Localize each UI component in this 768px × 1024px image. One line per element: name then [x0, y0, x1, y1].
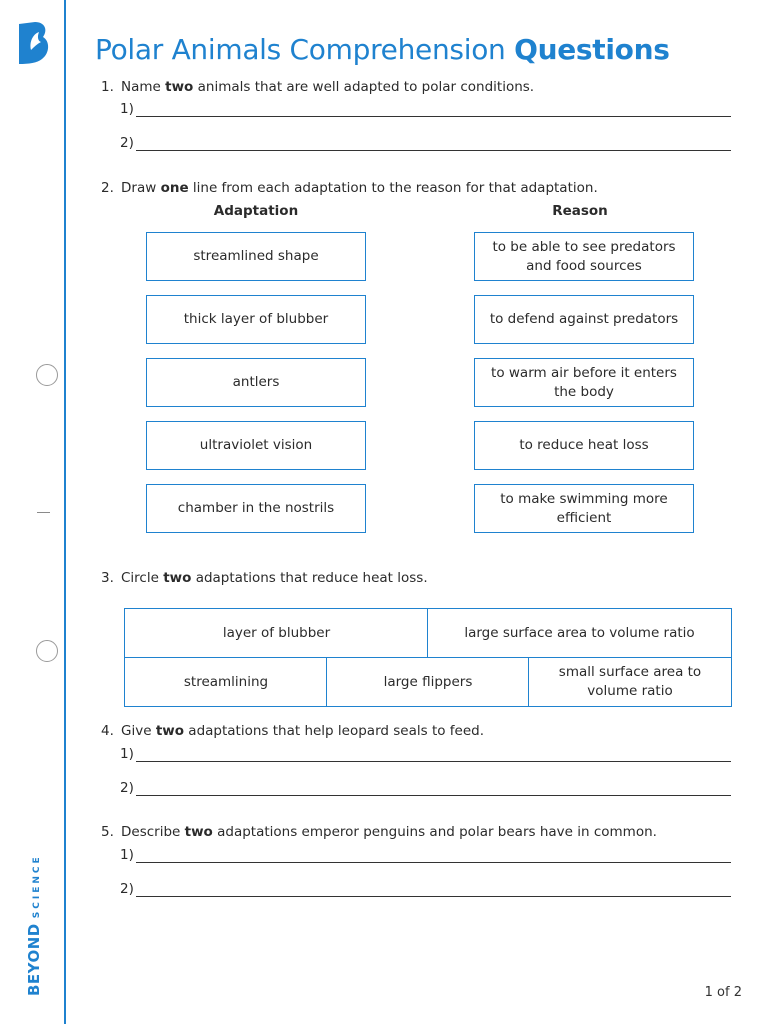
- question-emphasis: one: [160, 180, 189, 196]
- brand-name: BEYOND: [25, 923, 43, 996]
- question-text: adaptations that reduce heat loss.: [191, 570, 428, 586]
- adaptation-header: Adaptation: [213, 203, 299, 219]
- question-number: 3.: [101, 570, 114, 586]
- circle-option[interactable]: streamlining: [124, 657, 328, 707]
- question-text: line from each adaptation to the reason for that adaptation.: [188, 180, 598, 196]
- answer-label: 2): [120, 780, 134, 796]
- adaptation-box[interactable]: thick layer of blubber: [146, 295, 366, 344]
- circle-option[interactable]: large flippers: [326, 657, 530, 707]
- question-text: Circle: [121, 570, 164, 586]
- question-text: Draw: [121, 180, 161, 196]
- answer-line-q1-1[interactable]: [120, 101, 731, 119]
- reason-box[interactable]: to warm air before it enters the body: [474, 358, 694, 407]
- fold-mark: [37, 512, 50, 513]
- adaptation-box[interactable]: ultraviolet vision: [146, 421, 366, 470]
- page-number: 1 of 2: [704, 985, 742, 1000]
- margin-line: [64, 0, 66, 1024]
- question-text: adaptations emperor penguins and polar bears have in common.: [212, 824, 657, 840]
- question-text: Describe: [121, 824, 185, 840]
- reason-box[interactable]: to reduce heat loss: [474, 421, 694, 470]
- question-text: adaptations that help leopard seals to feed.: [184, 723, 485, 739]
- answer-line-q4-2[interactable]: [120, 780, 731, 798]
- question-4: [101, 723, 484, 739]
- title-bold: Questions: [514, 33, 670, 66]
- adaptation-box[interactable]: antlers: [146, 358, 366, 407]
- answer-label: 1): [120, 101, 134, 117]
- question-emphasis: two: [163, 570, 192, 586]
- question-2: [101, 180, 598, 196]
- question-1: [101, 79, 534, 95]
- question-number: 5.: [101, 824, 114, 840]
- page-title: [95, 33, 670, 66]
- reason-header: Reason: [552, 203, 608, 219]
- question-text: animals that are well adapted to polar conditions.: [193, 79, 535, 95]
- circle-option[interactable]: layer of blubber: [124, 608, 429, 659]
- answer-line-q1-2[interactable]: [120, 135, 731, 153]
- question-emphasis: two: [184, 824, 213, 840]
- answer-line-q4-1[interactable]: [120, 746, 731, 764]
- reason-box[interactable]: to defend against predators: [474, 295, 694, 344]
- reason-box[interactable]: to make swimming more efficient: [474, 484, 694, 533]
- punch-hole-top: [36, 364, 58, 386]
- question-emphasis: two: [155, 723, 185, 739]
- answer-line-q5-1[interactable]: [120, 847, 731, 865]
- beyond-logo: [15, 20, 51, 66]
- brand-wordmark: [24, 854, 43, 996]
- question-emphasis: two: [165, 79, 194, 95]
- question-3: [101, 570, 428, 586]
- question-5: [101, 824, 657, 840]
- punch-hole-bottom: [36, 640, 58, 662]
- brand-subname: SCIENCE: [32, 854, 42, 919]
- answer-label: 1): [120, 746, 134, 762]
- circle-option[interactable]: small surface area to volume ratio: [528, 657, 732, 707]
- adaptation-box[interactable]: streamlined shape: [146, 232, 366, 281]
- title-regular: Polar Animals Comprehension: [95, 33, 506, 66]
- answer-line-q5-2[interactable]: [120, 881, 731, 899]
- circle-option[interactable]: large surface area to volume ratio: [427, 608, 732, 659]
- adaptation-box[interactable]: chamber in the nostrils: [146, 484, 366, 533]
- reason-box[interactable]: to be able to see predators and food sources: [474, 232, 694, 281]
- answer-label: 2): [120, 881, 134, 897]
- question-text: Name: [121, 79, 166, 95]
- question-number: 1.: [101, 79, 114, 95]
- answer-label: 1): [120, 847, 134, 863]
- question-number: 2.: [101, 180, 114, 196]
- question-number: 4.: [101, 723, 114, 739]
- answer-label: 2): [120, 135, 134, 151]
- question-text: Give: [121, 723, 156, 739]
